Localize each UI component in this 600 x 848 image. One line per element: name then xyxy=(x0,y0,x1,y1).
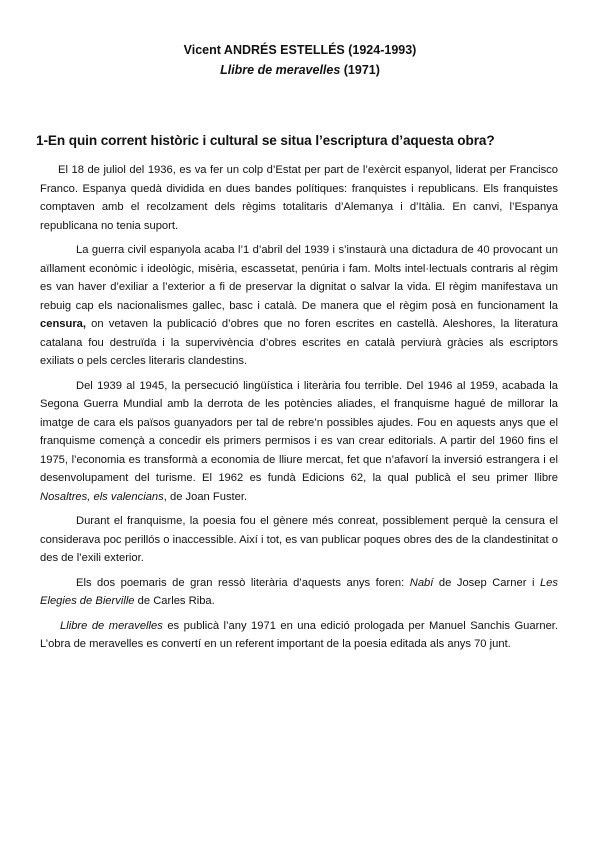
paragraph-6-italic: Llibre de meravelles xyxy=(60,619,163,632)
author-title: Vicent ANDRÉS ESTELLÉS (1924-1993) xyxy=(183,43,417,57)
paragraph-3-italic: Nosaltres, els valencians xyxy=(40,490,164,503)
document-header xyxy=(0,40,600,80)
paragraph-2-text-a: La guerra civil espanyola acaba l’1 d’abril del 1939 i s’instaurà una dictadura de 40 provocant un aïllament econòmic i ideològic, misèria, escassetat, penúria i fam. Molts intel·lectuals contraris al règim es van haver d’exiliar a l’exterior a fi de preservar la dignitat o salvar la vida. El règim manifestava un rebuig cap els nacionalismes gallec, basc i català. De manera que el règim posà en funcionament la xyxy=(40,244,558,312)
paragraph-1: El 18 de juliol del 1936, es va fer un colp d’Estat per part de l’exèrcit espanyol, liderat per Francisco Franco. Espanya quedà dividida en dues bandes polítiques: franquistes i republicans. Els franquistes comptaven amb el recolzament dels règims totalitaris d’Alemanya i d’Itàlia. En canvi, l’Espanya republicana no tenia suport. xyxy=(40,164,558,232)
paragraph-5-text-b: de Josep Carner i xyxy=(433,576,540,589)
paragraph-6 xyxy=(40,617,558,654)
paragraph-3-text-a: Del 1939 al 1945, la persecució lingüística i literària fou terrible. Del 1946 al 1959, acabada la Segona Guerra Mundial amb la derrota de les potències aliades, el franquisme hagué de millorar la imatge de cara els països guanyadors per tal de rebre’n possibles ajudes. Fou en aquests anys que el franquisme començà a concedir els primers permisos i es van crear editorials. A partir del 1960 fins el 1975, l’economia es transformà a economia de lliure mercat, fet que n’afavorí la inversió estrangera i el desenvolupament del turisme. El 1962 es fundà Edicions 62, la qual publicà el seu primer llibre xyxy=(40,379,558,484)
paragraph-5-italic-1: Nabí xyxy=(409,576,434,589)
paragraph-4: Durant el franquisme, la poesia fou el gènere més conreat, possiblement perquè la censura el considerava poc perillós o inaccessible. Així i tot, es van publicar poques obres des de la clandestinitat o des de l’exili exterior. xyxy=(40,515,558,564)
body-text xyxy=(40,161,558,660)
paragraph-5 xyxy=(40,574,558,611)
paragraph-2-bold: censura, xyxy=(40,318,87,330)
paragraph-5-italic-2: Les Elegies de Bierville xyxy=(40,576,558,607)
work-year: (1971) xyxy=(340,63,380,77)
work-title xyxy=(0,60,600,80)
paragraph-3-text-b: , de Joan Fuster. xyxy=(163,490,248,503)
paragraph-2-text-b: on vetaven la publicació d’obres que no foren escrites en castellà. Aleshores, la literatura catalana fou destruïda i la supervivència d’obres escrites en català perviurà gràcies als escriptors exiliats o pels cercles literaris clandestins. xyxy=(40,318,558,367)
paragraph-2 xyxy=(40,241,558,371)
paragraph-3 xyxy=(40,377,558,507)
question-heading: 1-En quin corrent històric i cultural se situa l’escriptura d’aquesta obra? xyxy=(36,133,495,148)
paragraph-6-text: es publicà l’any 1971 en una edició prologada per Manuel Sanchis Guarner. L’obra de meravelles es convertí en un referent important de la poesia editada als anys 70 junt. xyxy=(40,619,559,650)
work-name: Llibre de meravelles xyxy=(220,63,341,77)
paragraph-5-text-a: Els dos poemaris de gran ressò literària d’aquests anys foren: xyxy=(76,576,410,589)
paragraph-5-text-c: de Carles Riba. xyxy=(134,595,215,607)
